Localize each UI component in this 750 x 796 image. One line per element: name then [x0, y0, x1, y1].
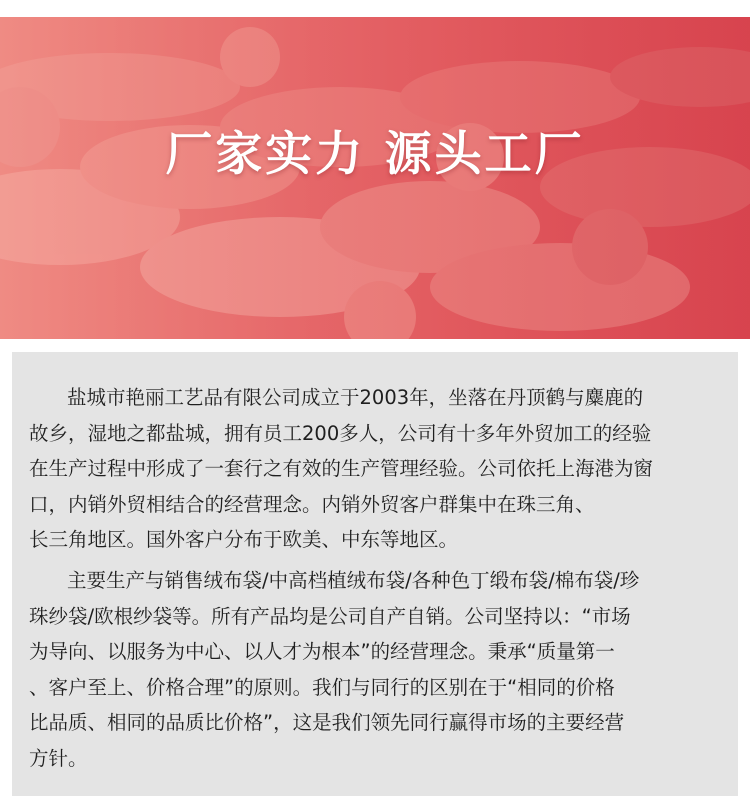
text-line: 方针。	[29, 746, 88, 770]
text-line: 口，内销外贸相结合的经营理念。内销外贸客户群集中在珠三角、	[29, 492, 595, 516]
intro-paragraph-2	[29, 563, 729, 776]
text-line: 盐城市艳丽工艺品有限公司成立于2003年，坐落在丹顶鹤与麋鹿的	[67, 386, 644, 409]
text-line: 故乡，湿地之都盐城，拥有员工200多人，公司有十多年外贸加工的经验	[29, 421, 652, 445]
text-line: 在生产过程中形成了一套行之有效的生产管理经验。公司依托上海港为窗	[29, 457, 654, 480]
intro-paragraph-1	[29, 380, 729, 558]
text-line: 、客户至上、价格合理”的原则。我们与同行的区别在于“相同的价格	[29, 675, 615, 699]
banner-title: 厂家实力 源头工厂	[165, 127, 585, 182]
text-line: 比品质、相同的品质比价格”，这是我们领先同行赢得市场的主要经营	[29, 711, 625, 734]
hero-banner	[0, 17, 750, 339]
company-intro-panel	[12, 352, 738, 796]
text-line: 珠纱袋/欧根纱袋等。所有产品均是公司自产自销。公司坚持以：“市场	[29, 604, 631, 628]
text-line: 长三角地区。国外客户分布于欧美、中东等地区。	[29, 528, 459, 551]
text-line: 主要生产与销售绒布袋/中高档植绒布袋/各种色丁缎布袋/棉布袋/珍	[67, 569, 640, 592]
text-line: 为导向、以服务为中心、以人才为根本”的经营理念。秉承“质量第一	[29, 640, 615, 663]
